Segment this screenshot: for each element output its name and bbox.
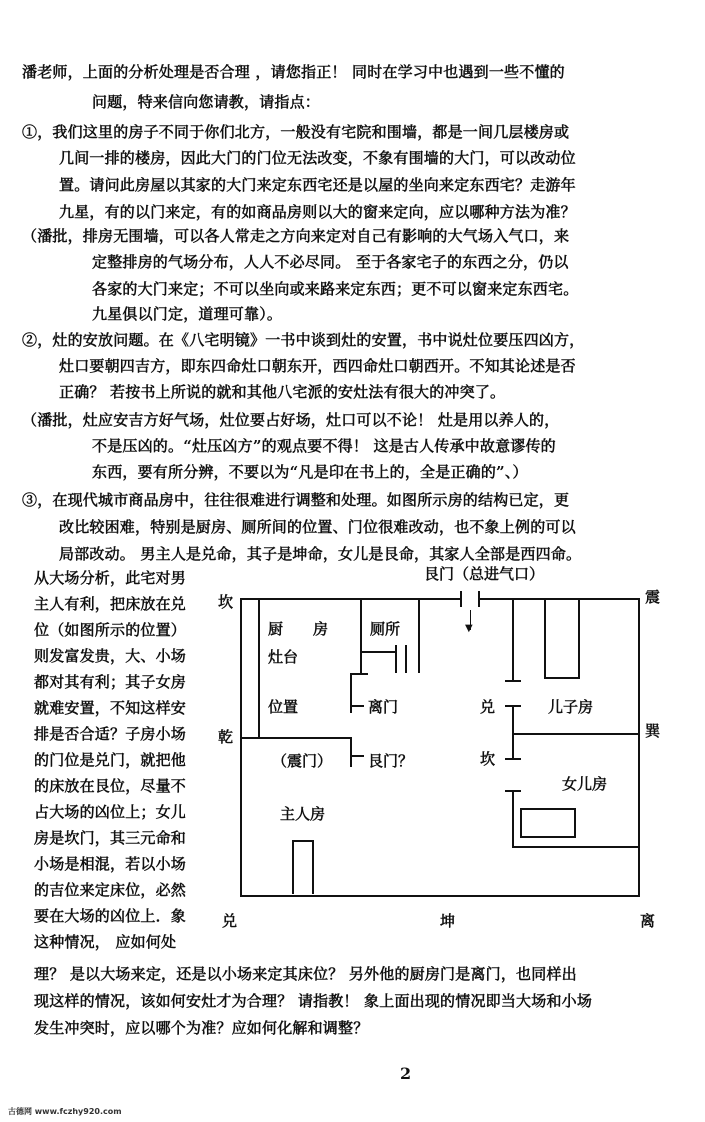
wall-top-right: [480, 598, 640, 600]
kan-door-label: 坎: [480, 750, 496, 768]
gen-door-label: 艮门？: [368, 752, 414, 770]
position-label: 位置: [268, 698, 299, 716]
toilet-door-a: [395, 645, 397, 673]
trigram-zhen: 震: [645, 588, 661, 606]
trigram-qian: 乾: [218, 728, 234, 746]
wall-right: [638, 598, 640, 897]
wall-left: [240, 598, 242, 896]
side-text-line: 主人有利，把床放在兑: [34, 595, 187, 613]
side-text-line: 就难安置，不知这样安: [34, 699, 187, 717]
toilet-door-b: [405, 645, 407, 673]
closing-line: 理？ 是以大场来定，还是以小场来定其床位？ 另外他的厨房门是离门，也同样出: [34, 965, 577, 983]
trigram-kun: 坤: [440, 912, 456, 930]
side-text-line: 排是否合适？子房小场: [34, 725, 187, 743]
side-text-line: 位（如图所示的位置）: [34, 621, 187, 639]
text-line: 定整排房的气场分布，人人不必尽同。 至于各家宅子的东西之分，仍以: [92, 253, 569, 271]
trigram-dui: 兑: [222, 912, 238, 930]
text-line: 问题，特来信向您请教，请指点：: [92, 93, 321, 111]
daughter-wall-top: [512, 733, 514, 759]
son-room-bottom: [512, 733, 640, 735]
text-line: ①，我们这里的房子不同于你们北方，一般没有宅院和围墙，都是一间几层楼房或: [22, 123, 570, 141]
page-number: 2: [400, 1064, 412, 1083]
trigram-li: 离: [640, 912, 656, 930]
side-text-line: 则发富发贵，大、小场: [34, 647, 187, 665]
wall-top-left: [240, 598, 460, 600]
kitchen-inner-left: [258, 598, 260, 738]
text-line: 潘老师，上面的分析处理是否合理 ，请您指正！ 同时在学习中也遇到一些不懂的: [22, 63, 565, 81]
text-line: 九星俱以门定，道理可靠）。: [92, 305, 283, 323]
text-line: （潘批，排房无围墙，可以各人常走之方向来定对自己有影响的大气场入气口，来: [22, 227, 570, 245]
kitchen-bottom-stub: [350, 673, 368, 675]
divider-left: [240, 737, 352, 739]
toilet-right: [418, 598, 420, 673]
master-bed: [292, 840, 314, 894]
son-room-label: 儿子房: [548, 698, 594, 716]
master-room-label: 主人房: [280, 805, 326, 823]
son-bed-bottom: [544, 677, 580, 679]
stove-label: 灶台: [268, 648, 299, 666]
son-bed-left: [544, 598, 546, 678]
zhen-door-label: （震门）: [272, 752, 333, 770]
text-line: 正确？ 若按书上所说的就和其他八宅派的安灶法有很大的冲突了。: [59, 383, 506, 401]
kitchen-label: 厨 房: [268, 620, 329, 638]
side-text-line: 小场是相混，若以小场: [34, 855, 187, 873]
text-line: 几间一排的楼房，因此大门的门位无法改变，不象有围墙的大门，可以改动位: [59, 149, 576, 167]
text-line: 置。请问此房屋以其家的大门来定东西宅还是以屋的坐向来定东西宅？走游年: [59, 176, 576, 194]
gate-post-right: [478, 591, 480, 607]
gate-arrow-icon: ▼: [465, 623, 473, 634]
son-bed-right: [578, 598, 580, 678]
side-text-line: 的吉位来定床位，必然: [34, 881, 187, 899]
side-text-line: 这种情况， 应如何处: [34, 933, 177, 951]
son-room-left-mid: [512, 705, 514, 735]
side-text-line: 占大场的凶位上；女儿: [34, 803, 187, 821]
kitchen-wall-mid: [350, 673, 352, 713]
text-line: 灶口要朝四吉方，即东四命灶口朝东开，西四命灶口朝西开。不知其论述是否: [59, 357, 576, 375]
side-text-line: 的门位是兑门，就把他: [34, 751, 187, 769]
side-text-line: 从大场分析，此宅对男: [34, 569, 187, 587]
toilet-label: 厕所: [370, 620, 401, 638]
text-line: ③，在现代城市商品房中，往往很难进行调整和处理。如图所示房的结构已定，更: [22, 491, 570, 509]
master-wall-v: [350, 737, 352, 767]
daughter-room-label: 女儿房: [562, 775, 608, 793]
side-text-line: 房是坎门，其三元命和: [34, 829, 187, 847]
trigram-xun: 巽: [645, 722, 661, 740]
footer-watermark: 古德网 www.fczhy920.com: [8, 1107, 122, 1116]
text-line: 各家的大门来定；不可以坐向或来路来定东西；更不可以窗来定东西宅。: [92, 280, 579, 298]
toilet-bottom-a: [360, 651, 395, 653]
wall-bottom: [240, 895, 640, 897]
text-line: 局部改动。 男主人是兑命，其子是坤命，女儿是艮命，其家人全部是西四命。: [59, 545, 582, 563]
side-text-line: 的床放在艮位，尽量不: [34, 777, 187, 795]
gen-door-stub: [350, 755, 364, 757]
text-line: 东西，要有所分辨，不要以为“凡是印在书上的，全是正确的”、）: [92, 463, 528, 481]
kitchen-toilet-divider: [360, 598, 362, 673]
text-line: （潘批，灶应安吉方好气场，灶位要占好场，灶口可以不论！ 灶是用以养人的，: [22, 411, 560, 429]
side-text-line: 都对其有利；其子女房: [34, 673, 187, 691]
closing-line: 发生冲突时，应以哪个为准？应如何化解和调整？: [34, 1019, 369, 1037]
daughter-door-top: [505, 758, 521, 760]
closing-line: 现这样的情况，该如何安灶才为合理？ 请指教！ 象上面出现的情况即当大场和小场: [34, 992, 593, 1010]
text-line: 九星，有的以门来定，有的如商品房则以大的窗来定向，应以哪种方法为准？: [59, 203, 576, 221]
gate-label: 艮门（总进气口）: [424, 565, 545, 583]
gate-post-left: [460, 591, 462, 607]
dui-door-label: 兑: [480, 698, 496, 716]
daughter-room-bottom: [512, 846, 640, 848]
text-line: 改比较困难，特别是厨房、厕所间的位置、门位很难改动，也不象上例的可以: [59, 518, 576, 536]
daughter-bed: [520, 808, 576, 838]
side-text-line: 要在大场的凶位上．象: [34, 907, 187, 925]
trigram-kan: 坎: [218, 593, 234, 611]
son-room-left-top: [512, 598, 514, 680]
li-door-label: 离门: [368, 698, 399, 716]
text-line: 不是压凶的。“灶压凶方”的观点要不得！ 这是古人传承中故意谬传的: [92, 437, 556, 455]
daughter-wall-bottom: [512, 790, 514, 848]
text-line: ②，灶的安放问题。在《八宅明镜》一书中谈到灶的安置，书中说灶位要压四凶方，: [22, 331, 585, 349]
son-room-door-top: [505, 680, 521, 682]
li-door-stub: [350, 705, 364, 707]
